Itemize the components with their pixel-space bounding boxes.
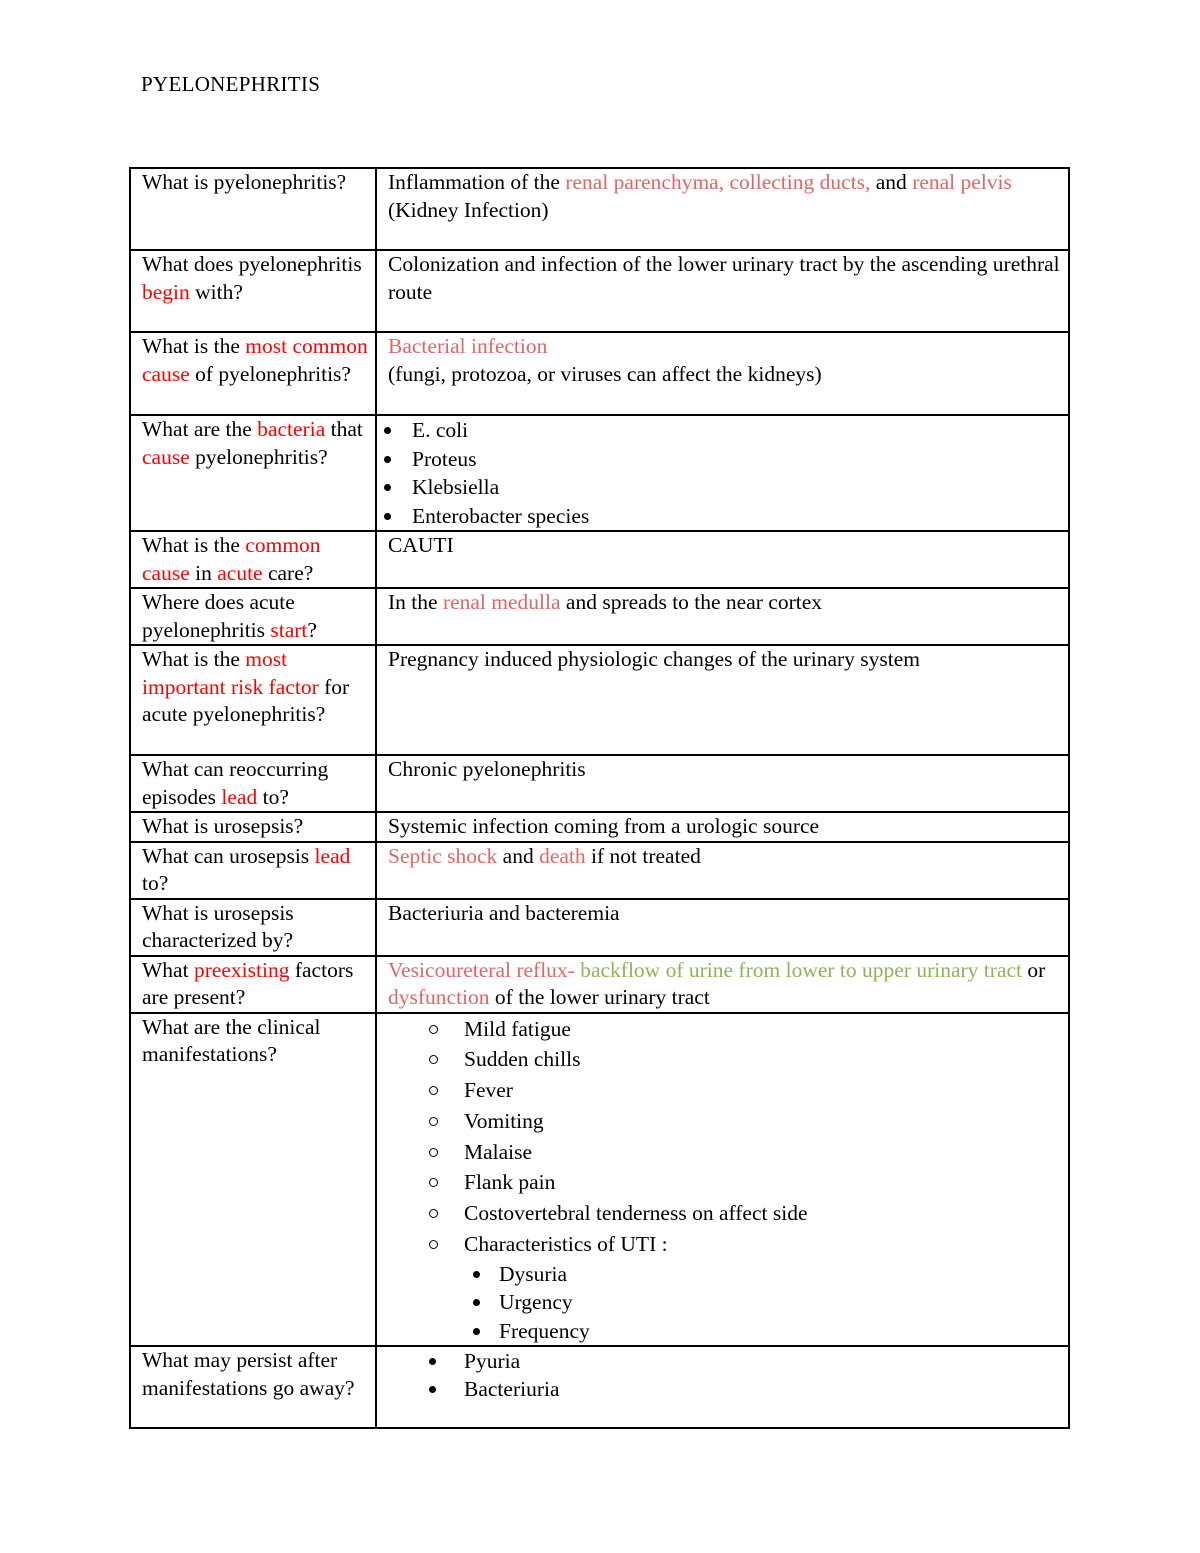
question-text: What is the [142,334,246,358]
green-highlight-text: backflow of urine from lower to upper urinary tract [574,957,1022,982]
bullet-list [393,1347,1062,1403]
question-cell [130,1013,376,1347]
highlight-text: cause [142,444,190,469]
answer-text: and [497,843,540,868]
table-row [130,1013,1069,1347]
answer-text: Inflammation of the [388,170,566,194]
question-cell [130,588,376,645]
list-item: Vomiting [429,1106,1062,1137]
table-row [130,168,1069,250]
question-text: for acute pyelonephritis? [142,674,350,726]
list-item: Sudden chills [429,1044,1062,1075]
answer-cell [376,168,1069,250]
list-item: Malaise [429,1137,1062,1168]
sub-bullet-list [393,1260,1062,1346]
answer-cell [376,842,1069,899]
table-row [130,645,1069,755]
question-text: What is urosepsis? [142,814,304,838]
list-item: Fever [429,1075,1062,1106]
list-item: Enterobacter species [377,502,1062,531]
question-cell [130,531,376,588]
highlight-text: renal medulla [442,590,561,614]
table-row [130,588,1069,645]
list-item: Characteristics of UTI : [429,1229,1062,1260]
highlight-text: most common cause [142,334,368,386]
question-text: to? [142,871,169,895]
highlight-text: Vesicoureteral reflux- [388,957,575,982]
qa-table [129,167,1070,1429]
question-text: in [189,560,218,585]
question-text: that [325,417,363,441]
question-text: What can urosepsis [142,843,315,868]
bullet-list [377,416,1062,530]
question-cell [130,415,376,531]
highlight-text: lead [221,784,258,809]
answer-cell [376,1013,1069,1347]
highlight-text: bacteria [257,417,326,441]
highlight-text: most important risk factor [142,647,319,699]
table-row [130,1346,1069,1428]
question-text: What are the [142,417,258,441]
table-row [130,812,1069,842]
question-text: ? [307,617,317,642]
highlight-text: dysfunction [388,985,490,1009]
answer-text: (fungi, protozoa, or viruses can affect the kidneys) [388,361,822,386]
question-cell [130,956,376,1013]
question-cell [130,899,376,956]
answer-text: Pregnancy induced physiologic changes of the urinary system [388,647,920,671]
question-text: What is the [142,533,246,557]
table-row [130,755,1069,812]
answer-text: of the lower urinary tract [489,985,710,1009]
highlight-text: Septic shock [388,843,498,868]
answer-cell [376,588,1069,645]
question-text: to? [257,784,289,809]
table-row [130,250,1069,332]
question-text: What is pyelonephritis? [142,170,347,194]
list-item: Proteus [377,445,1062,474]
question-cell [130,168,376,250]
question-text: What does pyelonephritis [142,252,362,276]
answer-text: In the [388,590,443,614]
list-item: Klebsiella [377,473,1062,502]
highlight-text: common cause [142,533,321,585]
list-item: Costovertebral tenderness on affect side [429,1198,1062,1229]
answer-text: or [1022,957,1046,982]
highlight-text: Bacterial infection [388,334,548,358]
highlight-text: lead [314,843,351,868]
highlight-text: renal parenchyma, collecting ducts, [565,170,871,194]
question-cell [130,1346,376,1428]
answer-text: Systemic infection coming from a urologic source [388,814,820,838]
list-item: Dysuria [464,1260,1062,1289]
question-text: Where does acute pyelonephritis [142,590,295,642]
answer-cell [376,812,1069,842]
table-row [130,531,1069,588]
answer-text: Chronic pyelonephritis [388,757,586,781]
question-text: of pyelonephritis? [189,361,351,386]
answer-cell [376,755,1069,812]
answer-cell [376,531,1069,588]
answer-text: and [870,170,913,194]
table-row [130,842,1069,899]
list-item: Pyuria [429,1347,1062,1375]
question-text: What may persist after manifestations go away? [142,1348,355,1400]
answer-cell [376,899,1069,956]
list-item: Urgency [464,1288,1062,1317]
answer-text: CAUTI [388,533,454,557]
answer-text: if not treated [585,843,701,868]
question-text: factors are present? [142,957,354,1009]
answer-text: and spreads to the near cortex [560,590,823,614]
circle-bullet-list [393,1014,1062,1260]
question-text: What is the [142,647,246,671]
table-row [130,332,1069,415]
question-text: pyelonephritis? [189,444,328,469]
question-text: What can reoccurring episodes [142,757,329,809]
page-title: PYELONEPHRITIS [141,72,321,96]
answer-cell [376,1346,1069,1428]
list-item: E. coli [377,416,1062,445]
list-item: Mild fatigue [429,1014,1062,1045]
question-text: What [142,957,194,982]
highlight-text: renal pelvis [912,170,1012,194]
highlight-text: start [270,617,308,642]
highlight-text: preexisting [193,957,290,982]
answer-text: (Kidney Infection) [388,197,549,222]
list-item: Flank pain [429,1167,1062,1198]
question-text: What are the clinical manifestations? [142,1014,321,1066]
list-item: Frequency [464,1317,1062,1346]
question-cell [130,842,376,899]
table-row [130,956,1069,1013]
highlight-text: acute [217,560,263,585]
question-cell [130,250,376,332]
list-item: Bacteriuria [429,1375,1062,1403]
question-cell [130,812,376,842]
highlight-text: death [539,843,586,868]
question-cell [130,755,376,812]
question-text: care? [262,560,314,585]
answer-text: Colonization and infection of the lower urinary tract by the ascending urethral route [388,252,1060,304]
table-row [130,415,1069,531]
answer-cell [376,645,1069,755]
question-text: What is urosepsis characterized by? [142,900,294,952]
question-text: with? [189,279,243,304]
highlight-text: begin [142,279,190,304]
answer-cell [376,415,1069,531]
answer-text: Bacteriuria and bacteremia [388,900,620,925]
answer-cell [376,956,1069,1013]
answer-cell [376,332,1069,415]
question-cell [130,332,376,415]
answer-cell [376,250,1069,332]
question-cell [130,645,376,755]
table-row [130,899,1069,956]
